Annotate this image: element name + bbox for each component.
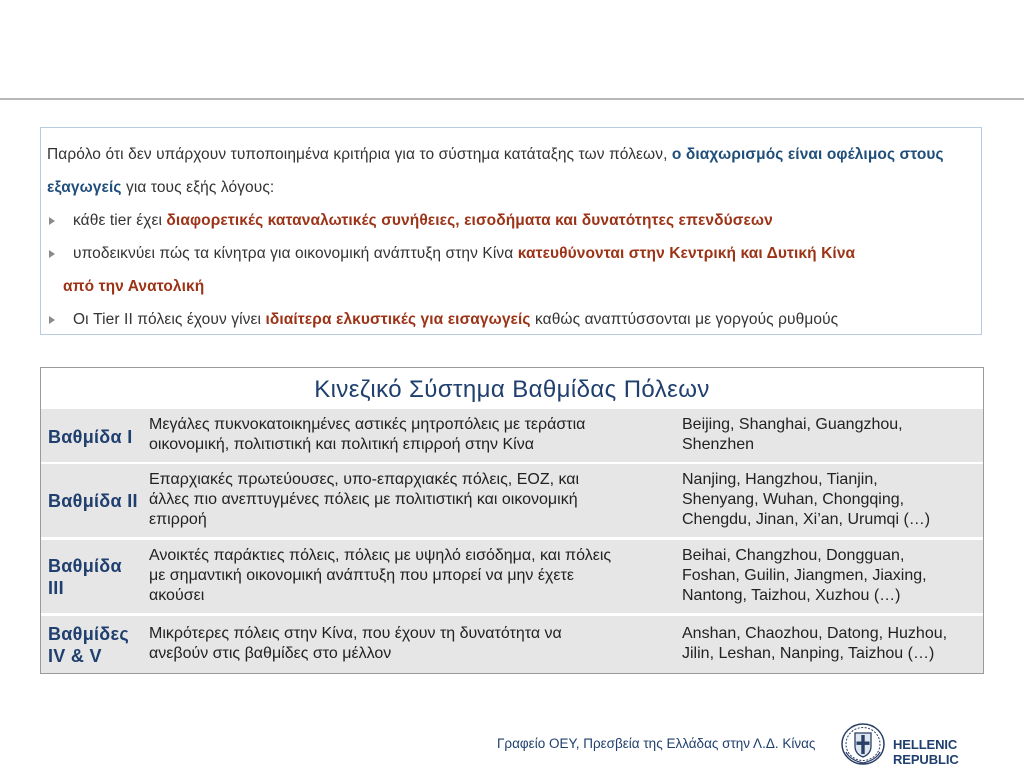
description-line: οικονομική, πολιτιστική και πολιτική επιρροή στην Κίνα <box>149 436 534 453</box>
intro-text <box>47 138 977 336</box>
tier-label <box>48 490 138 512</box>
bullet-2-text: υποδεικνύει πώς τα κίνητρα για οικονομική ανάπτυξη στην Κίνα <box>73 245 518 262</box>
cities-line: Shenyang, Wuhan, Chongqing, <box>682 491 905 508</box>
bullet-1-text: κάθε tier έχει <box>73 212 167 229</box>
tier-description <box>149 546 677 606</box>
bullet-3-text-a: Οι Tier II πόλεις έχουν γίνει <box>73 311 266 328</box>
description-line: επιρροή <box>149 511 207 528</box>
description-line: ακούσει <box>149 587 205 604</box>
tier-label-line-1: Βαθμίδα <box>48 556 122 576</box>
table-row <box>41 540 983 613</box>
description-line: Ανοικτές παράκτιες πόλεις, πόλεις με υψηλό εισόδημα, και πόλεις <box>149 547 612 564</box>
cities-line: Nanjing, Hangzhou, Tianjin, <box>682 471 878 488</box>
intro-box <box>40 127 982 335</box>
cities-line: Beihai, Changzhou, Dongguan, <box>682 547 905 564</box>
bullet-2-highlight: κατευθύνονται στην Κεντρική και Δυτική Κίνα <box>517 245 856 262</box>
description-line: Μικρότερες πόλεις στην Κίνα, που έχουν τη δυνατότητα να <box>149 625 562 642</box>
bullet-3-text-b: καθώς αναπτύσσονται με γοργούς ρυθμούς <box>530 311 839 328</box>
table-row <box>41 616 983 673</box>
cities-line: Nantong, Taizhou, Xuzhou (…) <box>682 587 901 604</box>
table-title: Κινεζικό Σύστημα Βαθμίδας Πόλεων <box>314 376 710 403</box>
cities-line: Chengdu, Jinan, Xi’an, Urumqi (…) <box>682 511 931 528</box>
tier-label-line-1: Βαθμίδες <box>48 624 130 644</box>
tier-cities <box>682 546 979 606</box>
intro-text-a: Παρόλο ότι δεν υπάρχουν τυποποιημένα κριτήρια για το σύστημα κατάταξης των πόλεων, <box>47 146 672 163</box>
description-line: Επαρχιακές πρωτεύουσες, υπο-επαρχιακές πόλεις, ΕΟΖ, και <box>149 471 580 488</box>
greek-coat-of-arms-icon <box>840 722 886 766</box>
bullet-item-3 <box>47 303 977 336</box>
cities-line: Anshan, Chaozhou, Datong, Huzhou, <box>682 625 948 642</box>
description-line: Μεγάλες πυκνοκατοικημένες αστικές μητροπόλεις με τεράστια <box>149 416 586 433</box>
cities-line: Shenzhen <box>682 436 755 453</box>
tier-label <box>48 623 129 667</box>
tier-label <box>48 426 133 448</box>
tier-cities <box>682 624 982 664</box>
city-tier-table <box>40 367 984 674</box>
bullet-item-1 <box>47 204 977 237</box>
description-line: άλλες πιο ανεπτυγμένες πόλεις με πολιτιστική και οικονομική <box>149 491 578 508</box>
tier-label-line-2: IV & V <box>48 646 102 666</box>
tier-label-line-1: Βαθμίδα I <box>48 427 133 447</box>
tier-description <box>149 470 669 530</box>
bullet-3-highlight: ιδιαίτερα ελκυστικές για εισαγωγείς <box>265 311 531 328</box>
bullet-item-2-continuation <box>47 270 977 303</box>
cities-line: Jilin, Leshan, Nanping, Taizhou (…) <box>682 645 935 662</box>
bullet-arrow-icon <box>49 316 55 324</box>
hellenic-republic-label: HELLENIC REPUBLIC <box>893 737 959 767</box>
bullet-arrow-icon <box>49 217 55 225</box>
tier-description <box>149 415 669 455</box>
tier-cities <box>682 415 977 455</box>
intro-highlight: ο διαχωρισμός είναι οφέλιμος στους εξαγωγείς <box>47 146 944 196</box>
description-line: ανεβούν στις βαθμίδες στο μέλλον <box>149 645 392 662</box>
tier-cities <box>682 470 977 530</box>
bullet-1-highlight: διαφορετικές καταναλωτικές συνήθειες, εισοδήματα και δυνατότητες επενδύσεων <box>166 212 773 229</box>
cities-line: Foshan, Guilin, Jiangmen, Jiaxing, <box>682 567 927 584</box>
intro-text-b: για τους εξής λόγους: <box>121 179 275 196</box>
tier-label <box>48 555 122 599</box>
table-row <box>41 409 983 462</box>
bullet-2-highlight-continued: από την Ανατολική <box>63 278 205 295</box>
bullet-arrow-icon <box>49 250 55 258</box>
tier-label-line-2: III <box>48 578 64 598</box>
description-line: με σημαντική οικονομική ανάπτυξη που μπορεί να μην έχετε <box>149 567 574 584</box>
tier-label-line-1: Βαθμίδα II <box>48 491 138 511</box>
footer-office-text: Γραφείο ΟΕΥ, Πρεσβεία της Ελλάδας στην Λ.Δ. Κίνας <box>497 736 816 751</box>
header-rule <box>0 98 1024 100</box>
intro-paragraph <box>47 138 977 204</box>
tier-description <box>149 624 669 664</box>
table-row <box>41 464 983 537</box>
cities-line: Beijing, Shanghai, Guangzhou, <box>682 416 903 433</box>
bullet-item-2 <box>47 237 977 270</box>
